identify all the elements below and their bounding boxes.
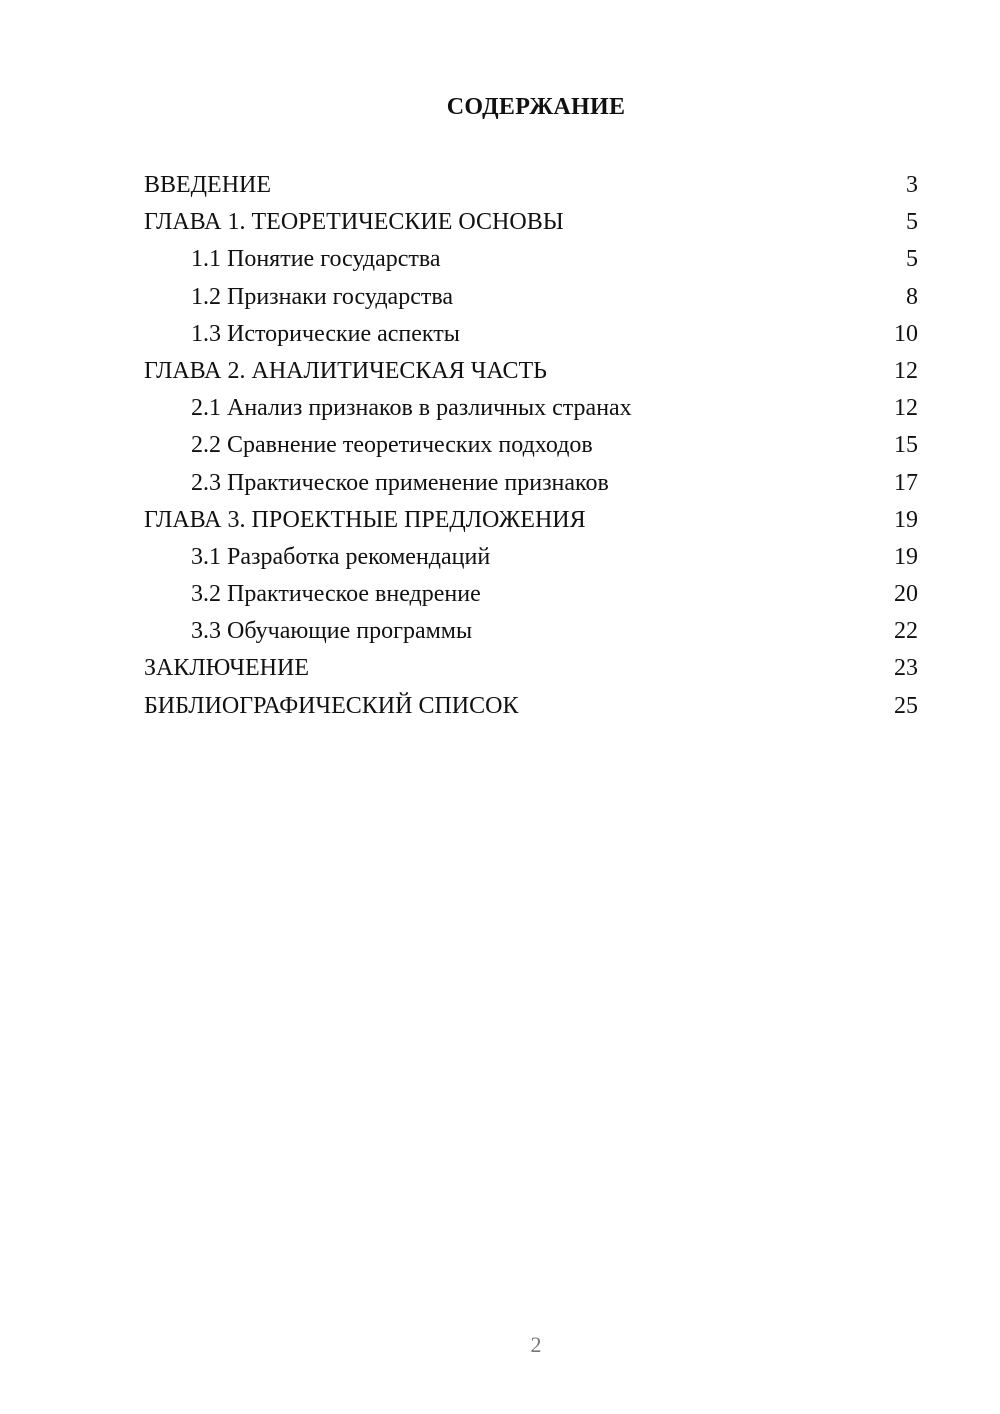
toc-entry-page: 20: [894, 581, 918, 608]
toc-entry-section-2-2[interactable]: [144, 427, 918, 464]
toc-entry-page: 19: [894, 543, 918, 570]
toc-entry-label: ЗАКЛЮЧЕНИЕ: [144, 655, 309, 682]
toc-entry-section-2-1[interactable]: [144, 390, 918, 427]
toc-entry-section-3-2[interactable]: [144, 576, 918, 613]
toc-entry-section-1-1[interactable]: [144, 241, 918, 278]
toc-entry-label: ГЛАВА 1. ТЕОРЕТИЧЕСКИЕ ОСНОВЫ: [144, 209, 564, 236]
toc-entry-chapter-1[interactable]: [144, 204, 918, 241]
toc-entry-page: 12: [894, 357, 918, 384]
toc-entry-chapter-2[interactable]: [144, 353, 918, 390]
toc-entry-page: 15: [894, 432, 918, 459]
toc-entry-label: 1.3 Исторические аспекты: [191, 320, 460, 347]
page-title: СОДЕРЖАНИЕ: [446, 94, 626, 120]
toc-entry-page: 12: [894, 395, 918, 422]
toc-entry-page: 23: [894, 655, 918, 682]
toc-entry-label: 1.2 Признаки государства: [191, 283, 453, 310]
toc-entry-introduction[interactable]: [144, 167, 918, 204]
toc-entry-label: ГЛАВА 2. АНАЛИТИЧЕСКАЯ ЧАСТЬ: [144, 357, 547, 384]
toc-entry-label: 2.2 Сравнение теоретических подходов: [191, 432, 593, 459]
toc-entry-section-3-1[interactable]: [144, 539, 918, 576]
toc-entry-label: 3.1 Разработка рекомендаций: [191, 543, 491, 570]
toc-entry-label: БИБЛИОГРАФИЧЕСКИЙ СПИСОК: [144, 692, 519, 719]
toc-entry-page: 3: [906, 172, 918, 198]
toc-entry-label: ГЛАВА 3. ПРОЕКТНЫЕ ПРЕДЛОЖЕНИЯ: [144, 506, 586, 533]
page-number: 2: [530, 1332, 542, 1357]
toc-entry-label: 3.3 Обучающие программы: [191, 618, 473, 645]
toc-entry-conclusion[interactable]: [144, 650, 918, 687]
toc-entry-page: 8: [906, 283, 918, 310]
toc-entry-label: 3.2 Практическое внедрение: [191, 581, 481, 608]
toc-entry-section-3-3[interactable]: [144, 613, 918, 650]
toc-entry-page: 5: [906, 209, 918, 236]
toc-entry-page: 25: [894, 692, 918, 719]
toc-entry-section-1-2[interactable]: [144, 279, 918, 316]
toc-entry-label: 2.3 Практическое применение признаков: [191, 469, 609, 496]
toc-entry-chapter-3[interactable]: [144, 502, 918, 539]
toc-entry-page: 10: [894, 320, 918, 347]
toc-entry-label: ВВЕДЕНИЕ: [144, 172, 272, 198]
toc-entry-label: 1.1 Понятие государства: [191, 246, 441, 273]
table-of-contents: [144, 167, 918, 725]
toc-entry-bibliography[interactable]: [144, 688, 918, 725]
toc-entry-page: 5: [906, 246, 918, 273]
toc-entry-section-1-3[interactable]: [144, 316, 918, 353]
toc-entry-section-2-3[interactable]: [144, 465, 918, 502]
toc-entry-page: 19: [894, 506, 918, 533]
toc-entry-page: 22: [894, 618, 918, 645]
toc-entry-page: 17: [894, 469, 918, 496]
toc-entry-label: 2.1 Анализ признаков в различных странах: [191, 395, 632, 422]
